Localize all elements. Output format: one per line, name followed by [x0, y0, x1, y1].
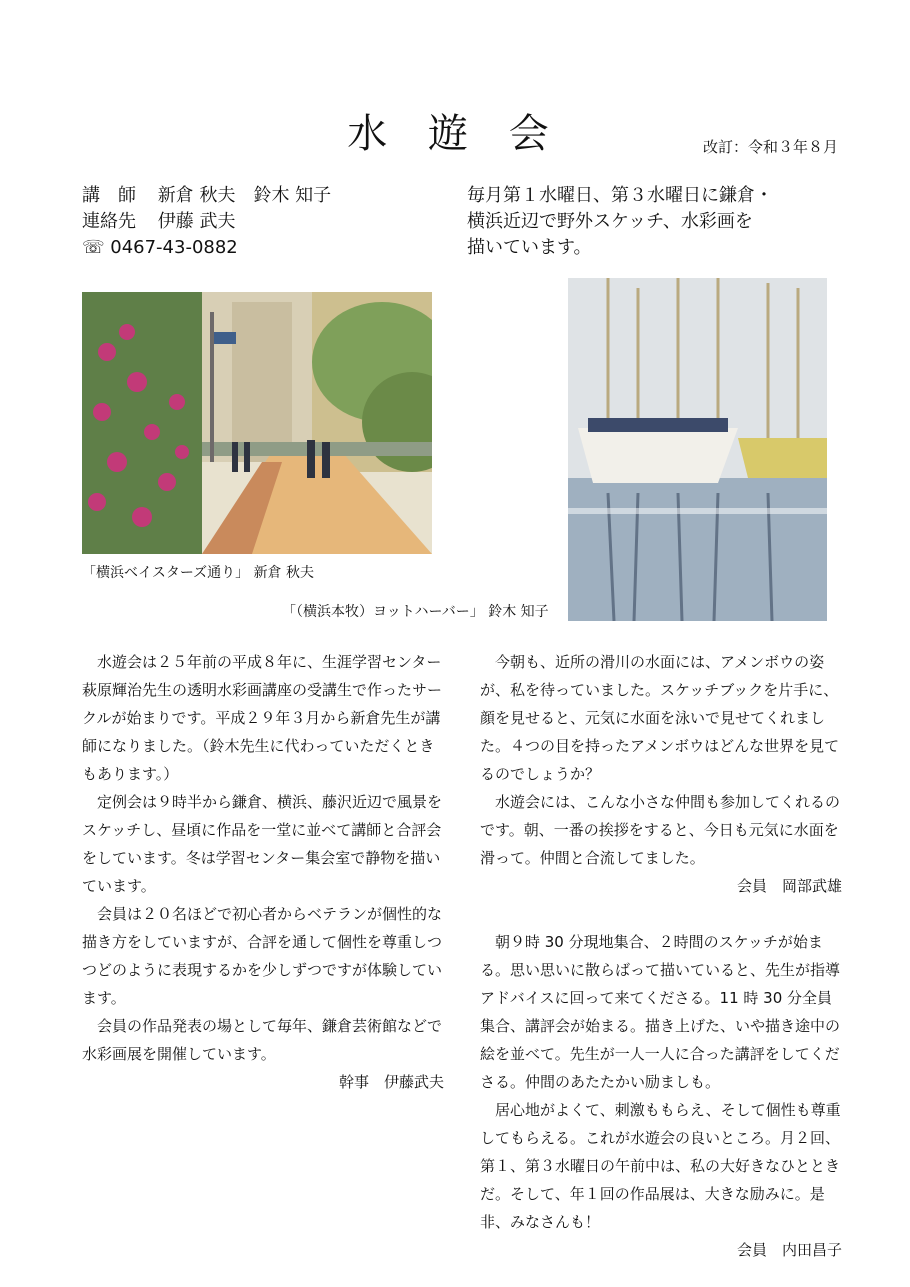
- instructor-names: 新倉 秋夫 鈴木 知子: [157, 185, 332, 206]
- watercolor-street-painting-icon: [82, 292, 432, 554]
- phone-icon: ☏: [82, 237, 105, 258]
- contact-name: 伊藤 武夫: [157, 211, 236, 232]
- article-paragraph: 会員の作品発表の場として毎年、鎌倉芸術館などで水彩画展を開催しています。: [82, 1017, 443, 1063]
- summary-line: 横浜近辺で野外スケッチ、水彩画を: [467, 211, 753, 232]
- article-paragraph: 今朝も、近所の滑川の水面には、アメンボウの姿が、私を待っていました。スケッチブックを片手に、顔を見せると、元気に水面を泳いで見せてくれました。４つの目を持ったアメンボウはどんな世界を見てるのでしょうか？: [480, 653, 840, 783]
- street-painting-image: [82, 292, 432, 554]
- article-paragraph: 水遊会には、こんな小さな仲間も参加してくれるのです。朝、一番の挨拶をすると、今日も元気に水面を滑って。仲間と合流してました。: [480, 793, 841, 867]
- contact-info: [82, 183, 331, 261]
- instructor-line: [82, 183, 331, 209]
- article-paragraph: 水遊会は２５年前の平成８年に、生涯学習センター萩原輝治先生の透明水彩画講座の受講生で作ったサークルが始まりです。平成２９年３月から新倉先生が講師になりました。（鈴木先生に代わっていただくときもあります。）: [82, 653, 443, 783]
- watercolor-harbor-painting-icon: [568, 278, 827, 621]
- revision-date: 改訂：令和３年８月: [702, 138, 838, 156]
- article-signature: 会員 岡部武雄: [736, 877, 842, 895]
- group-summary: [467, 183, 773, 261]
- article-paragraph: 定例会は９時半から鎌倉、横浜、藤沢近辺で風景をスケッチし、昼頃に作品を一堂に並べて講師と合評会をしています。冬は学習センター集会室で静物を描いています。: [82, 793, 443, 895]
- article-paragraph: 朝９時 30 分現地集合、２時間のスケッチが始まる。思い思いに散らばって描いていると、先生が指導アドバイスに回って来てくださる。11 時 30 分全員集合、講評会が始まる。描き上げた、いや描き途中の絵を並べて。先生が一人一人に合った講評をしてくださる。仲間のあたたかい励ましも。: [480, 933, 841, 1091]
- painting-caption: 「横浜ベイスターズ通り」 新倉 秋夫: [82, 565, 315, 581]
- painting-caption: 「（横浜本牧）ヨットハーバー」 鈴木 知子: [282, 604, 549, 620]
- harbor-painting-image: [568, 278, 827, 621]
- contact-line: [82, 209, 331, 235]
- instructor-label: 講 師: [82, 185, 136, 206]
- article-signature: 幹事 伊藤武夫: [338, 1073, 444, 1091]
- article-paragraph: 会員は２０名ほどで初心者からベテランが個性的な描き方をしていますが、合評を通して個性を尊重しつつどのように表現するかを少しずつですが体験しています。: [82, 905, 443, 1007]
- left-article: [82, 648, 444, 1096]
- article-paragraph: 居心地がよくて、刺激ももらえ、そして個性も尊重してもらえる。これが水遊会の良いところ。月２回、第１、第３水曜日の午前中は、私の大好きなひとときだ。そして、年１回の作品展は、大きな励みに。是非、みなさんも！: [480, 1101, 841, 1231]
- summary-line: 毎月第１水曜日、第３水曜日に鎌倉・: [467, 185, 773, 206]
- article-signature: 会員 内田昌子: [736, 1241, 842, 1259]
- right-article: [480, 648, 842, 1264]
- contact-label: 連絡先: [82, 211, 136, 232]
- phone-line: [82, 235, 331, 261]
- summary-line: 描いています。: [467, 237, 592, 258]
- phone-number: 0467-43-0882: [110, 237, 238, 258]
- page-title: 水 遊 会: [347, 111, 563, 157]
